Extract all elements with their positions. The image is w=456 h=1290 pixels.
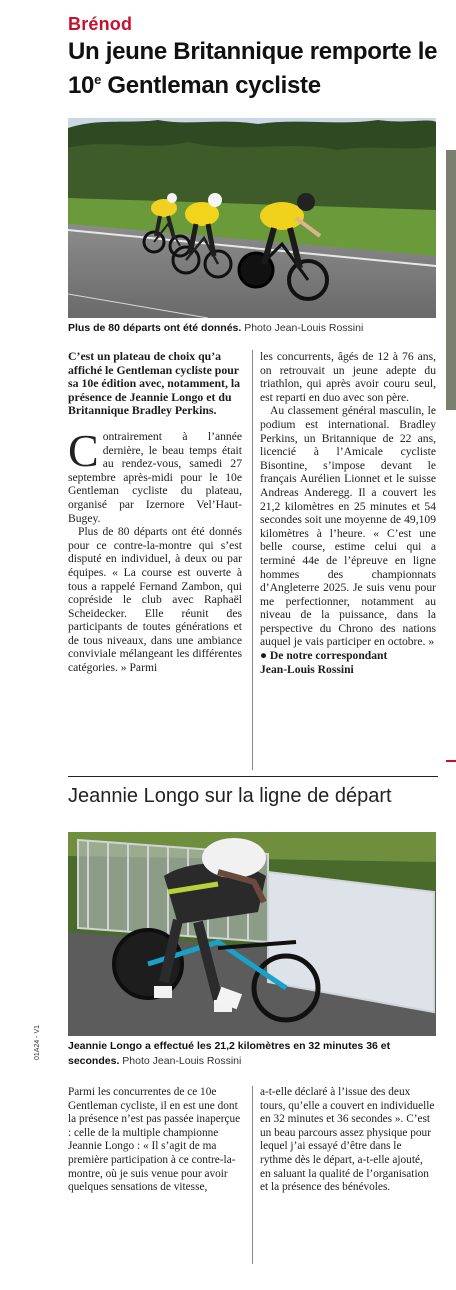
article1-paragraph-2: Plus de 80 départs ont été donnés pour ce contre-la-montre qui s’est disputé en individuel, à deux ou par équipes. « La course est ouverte à tous a rappelé Fernand Zambon, qui copréside le club avec Raphaël Scheidecker. Elle réunit des participants de toutes générations et de tous niveaux, dans une ambiance conviviale mélangeant les différentes catégories. » Parmi: [68, 525, 242, 675]
photo-caption-2-credit: Photo Jean-Louis Rossini: [119, 1055, 242, 1067]
adjacent-column-edge: [446, 0, 456, 1290]
photo-caption-2-text: Jeannie Longo a effectué les 21,2 kilomètres en 32 minutes 36 et secondes.: [68, 1040, 391, 1067]
article1-paragraph-1: Contrairement à l’année dernière, le beau temps était au rendez-vous, samedi 27 septembre après-midi pour le 10e Gentleman cycliste du plateau, organisé par Izernore Vel’Haut-Bugey.: [68, 424, 242, 525]
article1-column-left: [68, 350, 242, 675]
adjacent-photo-edge-2: [446, 760, 456, 762]
article2-column-left: [68, 1086, 242, 1195]
article2-paragraph-1: Parmi les concurrentes de ce 10e Gentleman cycliste, il en est une dont la présence n’est pas passée inaperçue : celle de la multiple championne Jeannie Longo : « Il s’agit de ma première participation à ce contre-la-montre, où je suis venue pour avoir quelques sensations de vitesse,: [68, 1086, 241, 1194]
photo-caption-1-credit: Photo Jean-Louis Rossini: [241, 322, 364, 334]
article1-signature-line1: ● De notre correspondant: [260, 649, 388, 663]
photo-caption-1-text: Plus de 80 départs ont été donnés.: [68, 322, 242, 334]
page-code: 01A24 - V1: [34, 1024, 41, 1060]
jeannie-longo-photo-drawing: [68, 832, 436, 1036]
article1-lead: C’est un plateau de choix qu’a affiché le Gentleman cycliste pour sa 10e édition avec, notamment, la présence de Jeannie Longo et du Britannique Bradley Perkins.: [68, 349, 241, 418]
article1-paragraph-4: Au classement général masculin, le podium est international. Bradley Perkins, un Britannique de 22 ans, licencié à l’Amicale cycliste Bisontine, s’impose devant le français Aurélien Lionnet et le suisse Andreas Anderegg. Il a couvert les 21,2 kilomètres en 25 minutes et 54 secondes soit une moyenne de 49,109 kilomètres à l’heure. « C’est une belle course, estime celui qui a terminé 44e de l’épreuve en ligne hommes des championnats d’Angleterre 2025. Je suis venu pour me perfectionner, notamment au niveau de la puissance, dans la perspective du Chrono des nations auquel je vais participer en octobre. »: [260, 404, 436, 649]
headline-superscript: e: [94, 72, 102, 87]
article1-paragraph-3: les concurrents, âgés de 12 à 76 ans, on retrouvait un jeune adepte du triathlon, qui après avoir couru seul, est reparti en duo avec son père.: [260, 350, 436, 404]
cyclists-photo-drawing: [68, 118, 436, 318]
article2-paragraph-2: a-t-elle déclaré à l’issue des deux tours, qu’elle a couvert en individuelle en 32 minutes et 36 secondes ». C’est un beau parcours assez physique pour lequel j’ai essayé d’être dans le rythme dès le départ, a-t-elle ajouté, en saluant la qualité de l’organisation et la présence des bénévoles.: [260, 1086, 435, 1194]
jeannie-longo-photo: [68, 832, 436, 1036]
photo-caption-2: [68, 1039, 440, 1069]
adjacent-photo-edge: [446, 150, 456, 410]
column-divider-2: [252, 1086, 253, 1264]
article2-column-right: [260, 1086, 436, 1195]
cyclists-photo: [68, 118, 436, 318]
article-headline: [68, 38, 442, 100]
section-divider: [68, 776, 438, 777]
column-divider-1: [252, 350, 253, 770]
article-kicker: Brénod: [68, 14, 133, 34]
article2-headline: Jeannie Longo sur la ligne de départ: [68, 785, 392, 807]
headline-text-part1: Un jeune Britannique remporte le 10: [68, 38, 438, 99]
photo-caption-1: [68, 321, 438, 335]
headline-text-part2: Gentleman cycliste: [101, 72, 321, 99]
article1-signature-line2: Jean-Louis Rossini: [260, 662, 354, 676]
article1-column-right: [260, 350, 436, 676]
